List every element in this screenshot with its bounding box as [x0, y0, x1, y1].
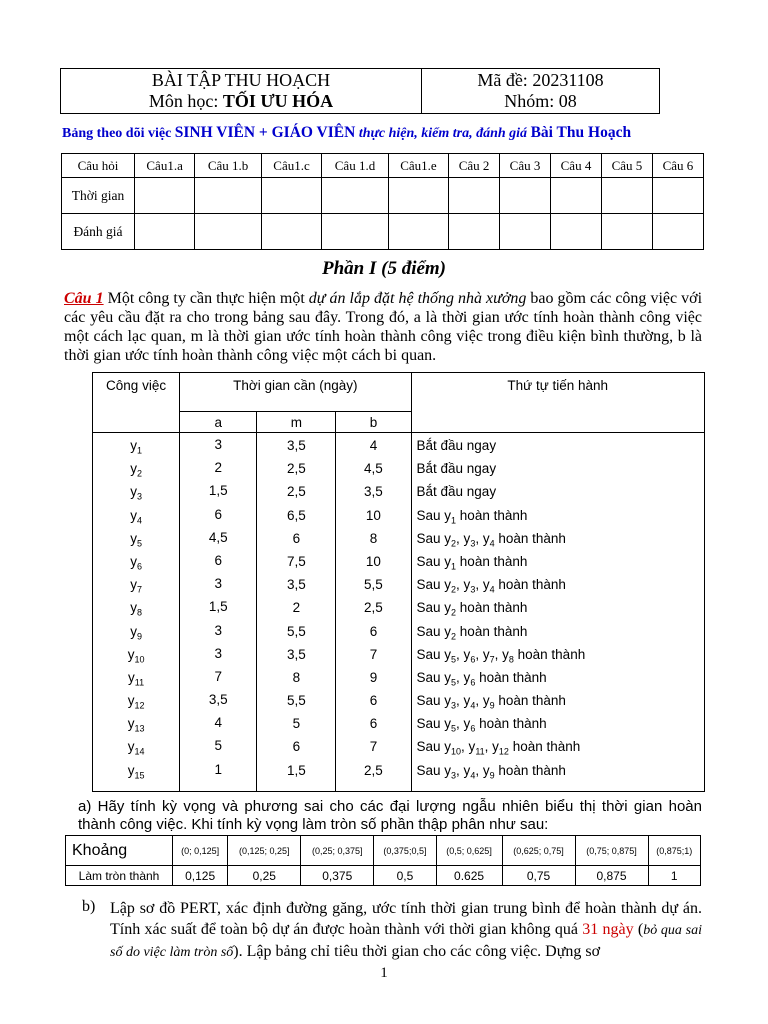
job-letter: y: [128, 669, 135, 685]
tracking-grade-cell: [322, 214, 389, 250]
order-subscript: 8: [508, 654, 514, 665]
job-b-value: 10: [365, 553, 381, 569]
tracking-question-0: Câu1.a: [135, 154, 195, 178]
tracking-time-cell: [261, 178, 321, 214]
tracking-question-3: Câu 1.d: [322, 154, 389, 178]
job-order: [412, 596, 705, 619]
job-m-value: 3,5: [286, 438, 306, 453]
order-text: Sau y: [416, 623, 452, 639]
job-name: [93, 480, 179, 503]
order-subscript: 6: [470, 677, 476, 688]
order-text: , y: [475, 762, 490, 778]
order-text: , y: [475, 530, 490, 546]
rounding-interval: (0,125; 0,25]: [228, 836, 301, 866]
job-order: [412, 735, 705, 758]
m-column: [257, 433, 336, 792]
tracking-time-cell: [601, 178, 652, 214]
job-col-header: Công việc: [93, 373, 180, 433]
job-letter: y: [130, 577, 137, 593]
job-order: [412, 527, 705, 550]
job-subscript: 3: [136, 492, 142, 503]
rounding-interval: (0; 0,125]: [173, 836, 228, 866]
tracking-row-grade: Đánh giá: [62, 214, 135, 250]
job-table: [92, 372, 705, 792]
order-text: , y: [456, 577, 471, 593]
header-right: [422, 69, 659, 113]
job-m-value: 2,5: [286, 461, 306, 477]
job-order: [412, 550, 705, 573]
order-text: hoàn thành: [494, 530, 566, 546]
tracking-grade-cell: [551, 214, 602, 250]
order-text: Sau y: [416, 530, 452, 546]
job-order: [412, 666, 705, 689]
order-text: hoàn thành: [494, 693, 566, 709]
tracking-col-header: Câu hỏi: [62, 154, 135, 178]
part-a-text: a) Hãy tính kỳ vọng và phương sai cho các đại lượng ngẫu nhiên biểu thị thời gian hoàn thành công việc. Khi tính kỳ vọng làm tròn số phần thập phân như sau:: [78, 798, 702, 833]
tracking-title-part2: SINH VIÊN + GIÁO VIÊN: [174, 124, 356, 141]
job-a-value: 3: [214, 437, 222, 452]
subject-prefix: Môn học:: [148, 91, 223, 111]
job-b-value: 8: [369, 530, 378, 546]
a-column: [180, 433, 257, 792]
job-subscript: 2: [136, 468, 142, 479]
order-text: , y: [484, 739, 499, 755]
job-order: [412, 573, 705, 596]
rounding-interval-row: [66, 836, 701, 866]
job-letter: y: [127, 716, 135, 732]
job-subscript: 10: [134, 654, 145, 665]
tracking-time-row: [62, 178, 704, 214]
job-letter: y: [127, 646, 135, 662]
job-subscript: 13: [134, 723, 145, 734]
order-subscript: 3: [470, 584, 476, 595]
col-a-header: a: [180, 412, 257, 433]
tracking-table: [61, 153, 704, 250]
question1-text-b: bao gồm các công việc với các yêu cầu đặt ra cho trong bảng sau đây. Trong đó, a là thời gian ước tính hoàn thành công việc một cách lạc quan, m là thời gian ước tính hoàn thành công việc trong điều kiện bình thường, b là thời gian ước tính hoàn thành công việc một cách bi quan.: [64, 290, 703, 364]
part-title: Phần I (5 điểm): [321, 258, 447, 279]
order-text: , y: [456, 762, 471, 778]
subject-name: TỐI ƯU HÓA: [222, 91, 334, 111]
exam-code: Mã đề: 20231108: [477, 70, 604, 90]
header-title: BÀI TẬP THU HOẠCH: [151, 70, 331, 90]
rounding-value: 0,125: [173, 866, 228, 886]
tracking-time-cell: [195, 178, 262, 214]
job-name: [93, 620, 179, 643]
group-number: Nhóm: 08: [504, 91, 577, 111]
job-m-value: 5: [292, 716, 301, 732]
rounding-value: 0,75: [502, 866, 575, 886]
job-b-value: 4,5: [364, 461, 383, 477]
order-subscript: 2: [451, 584, 457, 595]
order-subscript: 9: [489, 770, 495, 781]
question1-text: [64, 289, 702, 365]
order-subscript: 6: [470, 723, 476, 734]
tracking-grade-cell: [500, 214, 551, 250]
order-text: hoàn thành: [494, 762, 566, 778]
order-text: hoàn thành: [475, 716, 547, 732]
order-subscript: 12: [498, 747, 509, 758]
job-letter: y: [130, 530, 137, 546]
job-b-value: 6: [369, 716, 378, 732]
job-letter: y: [130, 461, 137, 477]
job-m-value: 3,5: [286, 646, 306, 662]
job-m-value: 7,5: [286, 553, 306, 569]
order-text: , y: [456, 716, 471, 732]
order-subscript: 1: [451, 515, 457, 526]
order-subscript: 3: [451, 770, 457, 781]
tracking-question-7: Câu 4: [551, 154, 602, 178]
question1-text-italic: dự án lắp đặt hệ thống nhà xưởng: [308, 290, 527, 307]
order-text: Sau y: [416, 600, 452, 616]
tracking-time-cell: [449, 178, 500, 214]
job-letter: y: [130, 484, 137, 500]
rounding-interval: (0,75; 0,875]: [575, 836, 648, 866]
order-text: hoàn thành: [475, 669, 547, 685]
job-b-value: 9: [369, 669, 378, 685]
job-a-value: 4: [214, 715, 222, 731]
job-a-value: 3,5: [208, 692, 228, 708]
tracking-grade-cell: [601, 214, 652, 250]
job-letter: y: [130, 438, 137, 453]
header-left: [61, 69, 422, 113]
order-subscript: 5: [451, 654, 457, 665]
order-subscript: 2: [451, 631, 457, 642]
tracking-question-6: Câu 3: [500, 154, 551, 178]
rounding-interval: (0,625; 0,75]: [502, 836, 575, 866]
tracking-title: [62, 124, 702, 142]
job-a-value: 5: [214, 738, 222, 754]
job-b-value: 4: [369, 438, 378, 453]
order-text: Bắt đầu ngay: [416, 461, 497, 477]
job-m-value: 6,5: [286, 507, 306, 523]
job-letter: y: [130, 553, 137, 569]
order-text: Sau y: [416, 716, 452, 732]
job-b-value: 6: [369, 693, 378, 709]
rounding-table: [65, 835, 701, 886]
order-text: Sau y: [416, 553, 452, 569]
job-subscript: 8: [136, 608, 142, 618]
rounding-value: 0.625: [436, 866, 502, 886]
job-order: [412, 689, 705, 712]
order-text: , y: [461, 739, 476, 755]
job-a-value: 1,5: [208, 599, 228, 615]
job-letter: y: [130, 507, 137, 523]
order-subscript: 6: [470, 654, 476, 665]
order-text: , y: [475, 646, 490, 662]
order-text: , y: [456, 530, 471, 546]
job-name: [93, 596, 179, 619]
question1-label: Câu 1: [64, 290, 104, 307]
order-subscript: 9: [489, 700, 495, 711]
job-b-value: 2,5: [364, 600, 383, 616]
job-subscript: 9: [136, 631, 142, 642]
tracking-time-cell: [135, 178, 195, 214]
tracking-row-time: Thời gian: [62, 178, 135, 214]
tracking-question-9: Câu 6: [652, 154, 703, 178]
rounding-value-row: [66, 866, 701, 886]
rounding-row1-label: Khoảng: [66, 836, 173, 866]
job-m-value: 1,5: [286, 762, 306, 778]
job-order: [412, 434, 705, 457]
job-a-value: 3: [214, 576, 222, 592]
order-text: Sau y: [416, 646, 452, 662]
job-header-row: [93, 373, 705, 412]
tracking-title-part4: Bài Thu Hoạch: [530, 124, 632, 141]
job-order: [412, 643, 705, 666]
job-a-value: 2: [214, 460, 222, 476]
job-order: [412, 712, 705, 735]
job-name: [93, 759, 179, 782]
job-subscript: 12: [134, 700, 145, 711]
job-a-value: 7: [214, 668, 222, 684]
tracking-grade-row: [62, 214, 704, 250]
job-order: [412, 457, 705, 480]
job-order: [412, 504, 705, 527]
tracking-grade-cell: [135, 214, 195, 250]
order-text: Bắt đầu ngay: [416, 438, 497, 453]
rounding-value: 0,375: [301, 866, 374, 886]
order-subscript: 4: [470, 700, 476, 711]
order-text: hoàn thành: [456, 623, 528, 639]
order-text: Sau y: [416, 762, 452, 778]
job-m-value: 5,5: [286, 623, 306, 639]
job-subscript: 6: [136, 561, 142, 572]
job-letter: y: [130, 623, 137, 639]
order-subscript: 2: [451, 538, 457, 549]
header-subject: [61, 91, 421, 112]
part-b-highlight: 31 ngày: [582, 921, 634, 938]
rounding-interval: (0,375;0,5]: [374, 836, 436, 866]
order-subscript: 7: [489, 654, 495, 665]
col-b-header: b: [336, 412, 411, 433]
rounding-interval: (0,875;1): [648, 836, 700, 866]
job-name: [93, 434, 179, 457]
question1-text-a: Một công ty cần thực hiện một: [103, 290, 309, 307]
job-subscript: 11: [134, 677, 145, 688]
job-b-value: 3,5: [364, 484, 383, 500]
order-text: hoàn thành: [456, 600, 528, 616]
job-letter: y: [130, 600, 137, 616]
job-name: [93, 735, 179, 758]
order-text: , y: [475, 693, 490, 709]
header-box: [60, 68, 660, 114]
order-subscript: 1: [451, 561, 457, 572]
job-name: [93, 550, 179, 573]
order-text: , y: [456, 693, 471, 709]
part-b-text-open: (: [633, 921, 644, 938]
order-text: , y: [494, 646, 509, 662]
order-text: hoàn thành: [494, 577, 566, 593]
tracking-grade-cell: [449, 214, 500, 250]
tracking-question-1: Câu 1.b: [195, 154, 262, 178]
job-order: [412, 759, 705, 782]
order-subscript: 4: [489, 538, 495, 549]
job-name: [93, 573, 179, 596]
part-b-text-italic: bỏ qua sai số do việc làm tròn số: [110, 923, 703, 960]
job-subscript: 15: [134, 770, 145, 781]
order-subscript: 5: [451, 723, 457, 734]
tracking-header-row: [62, 154, 704, 178]
tracking-grade-cell: [195, 214, 262, 250]
order-text: hoàn thành: [456, 553, 528, 569]
order-subscript: 3: [451, 700, 457, 711]
tracking-time-cell: [388, 178, 448, 214]
order-text: Sau y: [416, 507, 452, 523]
job-name: [93, 457, 179, 480]
rounding-value: 0,875: [575, 866, 648, 886]
tracking-grade-cell: [388, 214, 448, 250]
tracking-time-cell: [551, 178, 602, 214]
tracking-grade-cell: [652, 214, 703, 250]
part-b-text-a: Lập sơ đồ PERT, xác định đường găng, ước tính thời gian trung bình để hoàn thành dự án. Tính xác suất để toàn bộ dự án được hoàn thành với thời gian không quá: [110, 900, 702, 938]
job-name: [93, 643, 179, 666]
job-body-row: [93, 433, 705, 792]
tracking-title-part1: Bảng theo dõi việc: [62, 126, 175, 141]
b-column: [336, 433, 411, 792]
job-order: [412, 620, 705, 643]
rounding-row2-label: Làm tròn thành: [66, 866, 173, 886]
col-m-header: m: [257, 412, 336, 433]
order-subscript: 5: [451, 677, 457, 688]
rounding-value: 0,25: [228, 866, 301, 886]
order-text: Bắt đầu ngay: [416, 484, 497, 500]
order-col-header: Thứ tự tiến hành: [411, 373, 705, 433]
job-m-value: 2: [292, 600, 301, 616]
rounding-value: 0,5: [374, 866, 436, 886]
order-text: hoàn thành: [513, 646, 586, 662]
order-text: , y: [475, 577, 490, 593]
job-name: [93, 689, 179, 712]
order-subscript: 3: [470, 538, 476, 549]
part-b-text: [110, 898, 702, 963]
job-b-value: 5,5: [364, 577, 383, 593]
order-subscript: 4: [470, 770, 476, 781]
tracking-question-8: Câu 5: [601, 154, 652, 178]
job-a-value: 4,5: [208, 529, 228, 545]
order-text: hoàn thành: [456, 507, 528, 523]
order-text: Sau y: [416, 693, 452, 709]
rounding-interval: (0,25; 0,375]: [301, 836, 374, 866]
order-text: hoàn thành: [508, 739, 581, 755]
job-order: [412, 480, 705, 503]
order-subscript: 4: [489, 584, 495, 595]
job-b-value: 6: [369, 623, 378, 639]
job-a-value: 3: [214, 645, 222, 661]
tracking-time-cell: [322, 178, 389, 214]
job-m-value: 8: [292, 669, 301, 685]
job-name: [93, 666, 179, 689]
job-name: [93, 712, 179, 735]
job-m-value: 3,5: [286, 577, 306, 593]
part-b-label: b): [82, 898, 96, 915]
job-letter: y: [127, 693, 135, 709]
job-a-value: 3: [214, 622, 222, 638]
order-text: Sau y: [416, 669, 452, 685]
tracking-time-cell: [500, 178, 551, 214]
order-text: , y: [456, 669, 471, 685]
order-subscript: 11: [475, 747, 485, 758]
rounding-value: 1: [648, 866, 700, 886]
tracking-question-5: Câu 2: [449, 154, 500, 178]
tracking-question-4: Câu1.e: [388, 154, 448, 178]
job-m-value: 6: [292, 739, 301, 755]
job-a-value: 1: [214, 761, 222, 777]
order-text: Sau y: [416, 577, 452, 593]
rounding-interval: (0,5; 0,625]: [436, 836, 502, 866]
job-letter: y: [127, 762, 135, 778]
job-subscript: 14: [134, 747, 145, 758]
job-a-value: 1,5: [208, 483, 228, 499]
order-text: , y: [456, 646, 471, 662]
tracking-title-part3: thực hiện, kiểm tra, đánh giá: [355, 126, 531, 141]
page-number: 1: [380, 965, 388, 981]
tracking-question-2: Câu1.c: [261, 154, 321, 178]
job-b-value: 7: [369, 646, 378, 662]
job-a-value: 6: [214, 552, 222, 568]
job-subscript: 4: [136, 515, 142, 526]
order-text: Sau y: [416, 739, 452, 755]
job-b-value: 10: [365, 507, 381, 523]
tracking-grade-cell: [261, 214, 321, 250]
job-b-value: 7: [369, 739, 378, 755]
job-a-value: 6: [214, 506, 222, 522]
order-subscript: 2: [451, 608, 457, 618]
job-letter: y: [127, 739, 135, 755]
job-b-value: 2,5: [364, 762, 383, 778]
job-column: [93, 433, 180, 792]
job-name: [93, 504, 179, 527]
order-column: [411, 433, 705, 792]
job-subscript: 1: [136, 445, 142, 456]
order-subscript: 10: [451, 747, 462, 758]
job-m-value: 6: [292, 530, 301, 546]
job-m-value: 5,5: [286, 693, 306, 709]
part-b-text-b: ). Lập bảng chỉ tiêu thời gian cho các công việc. Dựng sơ: [233, 943, 601, 960]
tracking-time-cell: [652, 178, 703, 214]
job-subscript: 7: [136, 584, 142, 595]
time-col-header: Thời gian cần (ngày): [180, 373, 411, 412]
job-name: [93, 527, 179, 550]
job-subscript: 5: [136, 538, 142, 549]
job-m-value: 2,5: [286, 484, 306, 500]
